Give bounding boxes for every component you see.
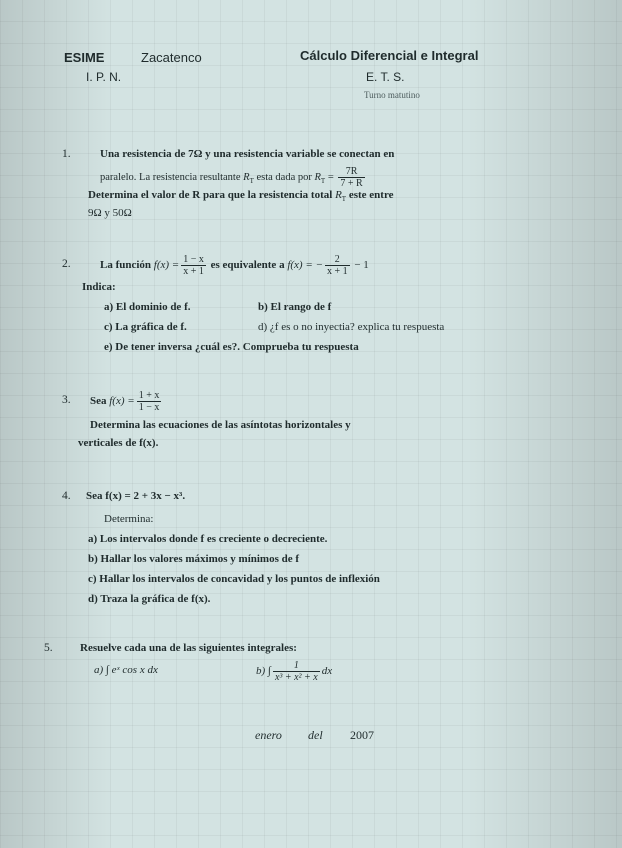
g-tail: − 1 bbox=[351, 259, 369, 272]
problem-1-line-3 bbox=[88, 189, 394, 203]
fraction-denominator: 7 + R bbox=[340, 178, 363, 189]
course-title: Cálculo Diferencial e Integral bbox=[300, 48, 479, 63]
rt-subscript-2: T bbox=[341, 195, 347, 204]
g-numerator: 2 bbox=[325, 254, 350, 266]
problem-1-line-2: paralelo. La resistencia resultante $R_T$ esta dada por $R_T$ = $\frac{7R}{7 + R}$ bbox=[100, 166, 363, 189]
problem-4-determina: Determina: bbox=[104, 513, 154, 525]
problem-2-intro: La función bbox=[100, 259, 154, 272]
problem-5-title: Resuelve cada una de las siguientes integrales: bbox=[80, 642, 297, 654]
problem-1-line-1: Una resistencia de 7Ω y una resistencia variable se conectan en bbox=[100, 148, 395, 160]
f3-numerator: 1 + x bbox=[138, 390, 160, 401]
f3-denominator: 1 − x bbox=[138, 402, 160, 413]
problem-4-item-b: b) Hallar los valores máximos y mínimos de f bbox=[88, 553, 300, 565]
f3-lhs: f(x) = bbox=[109, 395, 135, 408]
integral-b-prefix: b) ∫ bbox=[256, 665, 271, 678]
problem-1-text-2: esta dada por bbox=[253, 171, 315, 183]
campus-name: Zacatenco bbox=[141, 50, 202, 65]
integral-b-denominator: x³ + x² + x bbox=[274, 672, 318, 683]
problem-3-line-2: verticales de f(x). bbox=[78, 437, 159, 449]
eq-lhs: R bbox=[314, 171, 321, 183]
shift-label: Turno matutino bbox=[364, 90, 420, 100]
rt-subscript: T bbox=[249, 177, 254, 185]
rt-symbol: R bbox=[243, 171, 250, 183]
problem-4-item-d: d) Traza la gráfica de f(x). bbox=[88, 593, 211, 605]
problem-2-statement bbox=[100, 254, 369, 277]
integral-b-numerator: 1 bbox=[273, 660, 320, 672]
problem-5-item-a: a) ∫ eˣ cos x dx bbox=[94, 664, 158, 676]
problem-3-intro: Sea bbox=[90, 395, 110, 408]
g-fraction bbox=[325, 254, 350, 277]
problem-1-text-4: este entre bbox=[346, 189, 394, 201]
rt-symbol-2: R bbox=[335, 189, 342, 201]
problem-4-statement: Sea f(x) = 2 + 3x − x³. bbox=[86, 490, 186, 502]
f-lhs: f(x) = bbox=[153, 259, 180, 272]
fraction-numerator: 7R bbox=[338, 166, 364, 178]
footer-year: 2007 bbox=[350, 728, 374, 742]
footer-month: enero bbox=[255, 728, 282, 742]
g-denominator: x + 1 bbox=[326, 266, 348, 277]
problem-2-item-c: c) La gráfica de f. bbox=[104, 321, 187, 333]
problem-3-number: 3. bbox=[62, 394, 71, 406]
integral-b-dx: dx bbox=[321, 665, 333, 678]
problem-4-item-c: c) Hallar los intervalos de concavidad y los puntos de inflexión bbox=[88, 573, 380, 585]
footer-del: del bbox=[308, 728, 323, 742]
problem-1-text-3: Determina el valor de R para que la resistencia total bbox=[88, 189, 336, 201]
f-fraction bbox=[181, 254, 206, 277]
problem-1-number: 1. bbox=[62, 148, 71, 160]
f-numerator: 1 − x bbox=[183, 254, 204, 265]
problem-5-number: 5. bbox=[44, 642, 53, 654]
problem-3-line-1: Determina las ecuaciones de las asíntotas horizontales y bbox=[90, 419, 351, 431]
problem-4-number: 4. bbox=[62, 490, 71, 502]
institute-name: I. P. N. bbox=[86, 70, 122, 84]
problem-3-statement bbox=[90, 390, 163, 413]
problem-2-item-a: a) El dominio de f. bbox=[104, 301, 191, 313]
integral-b-fraction bbox=[273, 660, 320, 683]
problem-1-text: paralelo. La resistencia resultante bbox=[100, 171, 244, 183]
problem-2-item-d: d) ¿f es o no inyectia? explica tu respuesta bbox=[258, 321, 445, 333]
f3-fraction bbox=[137, 390, 162, 413]
problem-1-line-4: 9Ω y 50Ω bbox=[88, 207, 132, 219]
problem-2-number: 2. bbox=[62, 258, 71, 270]
resistance-fraction bbox=[338, 166, 364, 189]
problem-2-item-e: e) De tener inversa ¿cuál es?. Comprueba tu respuesta bbox=[104, 341, 359, 353]
problem-2-item-b: b) El rango de f bbox=[258, 301, 332, 313]
problem-2-mid: es equivalente a bbox=[207, 259, 288, 272]
f-denominator: x + 1 bbox=[183, 266, 204, 277]
school-abbrev: E. T. S. bbox=[366, 70, 405, 84]
g-lhs: f(x) = − bbox=[287, 259, 323, 272]
school-name: ESIME bbox=[64, 50, 105, 65]
problem-5-item-b bbox=[256, 660, 332, 683]
problem-4-item-a: a) Los intervalos donde f es creciente o decreciente. bbox=[88, 533, 328, 545]
eq-lhs-subscript: T bbox=[320, 177, 326, 185]
problem-2-indica: Indica: bbox=[82, 281, 116, 293]
